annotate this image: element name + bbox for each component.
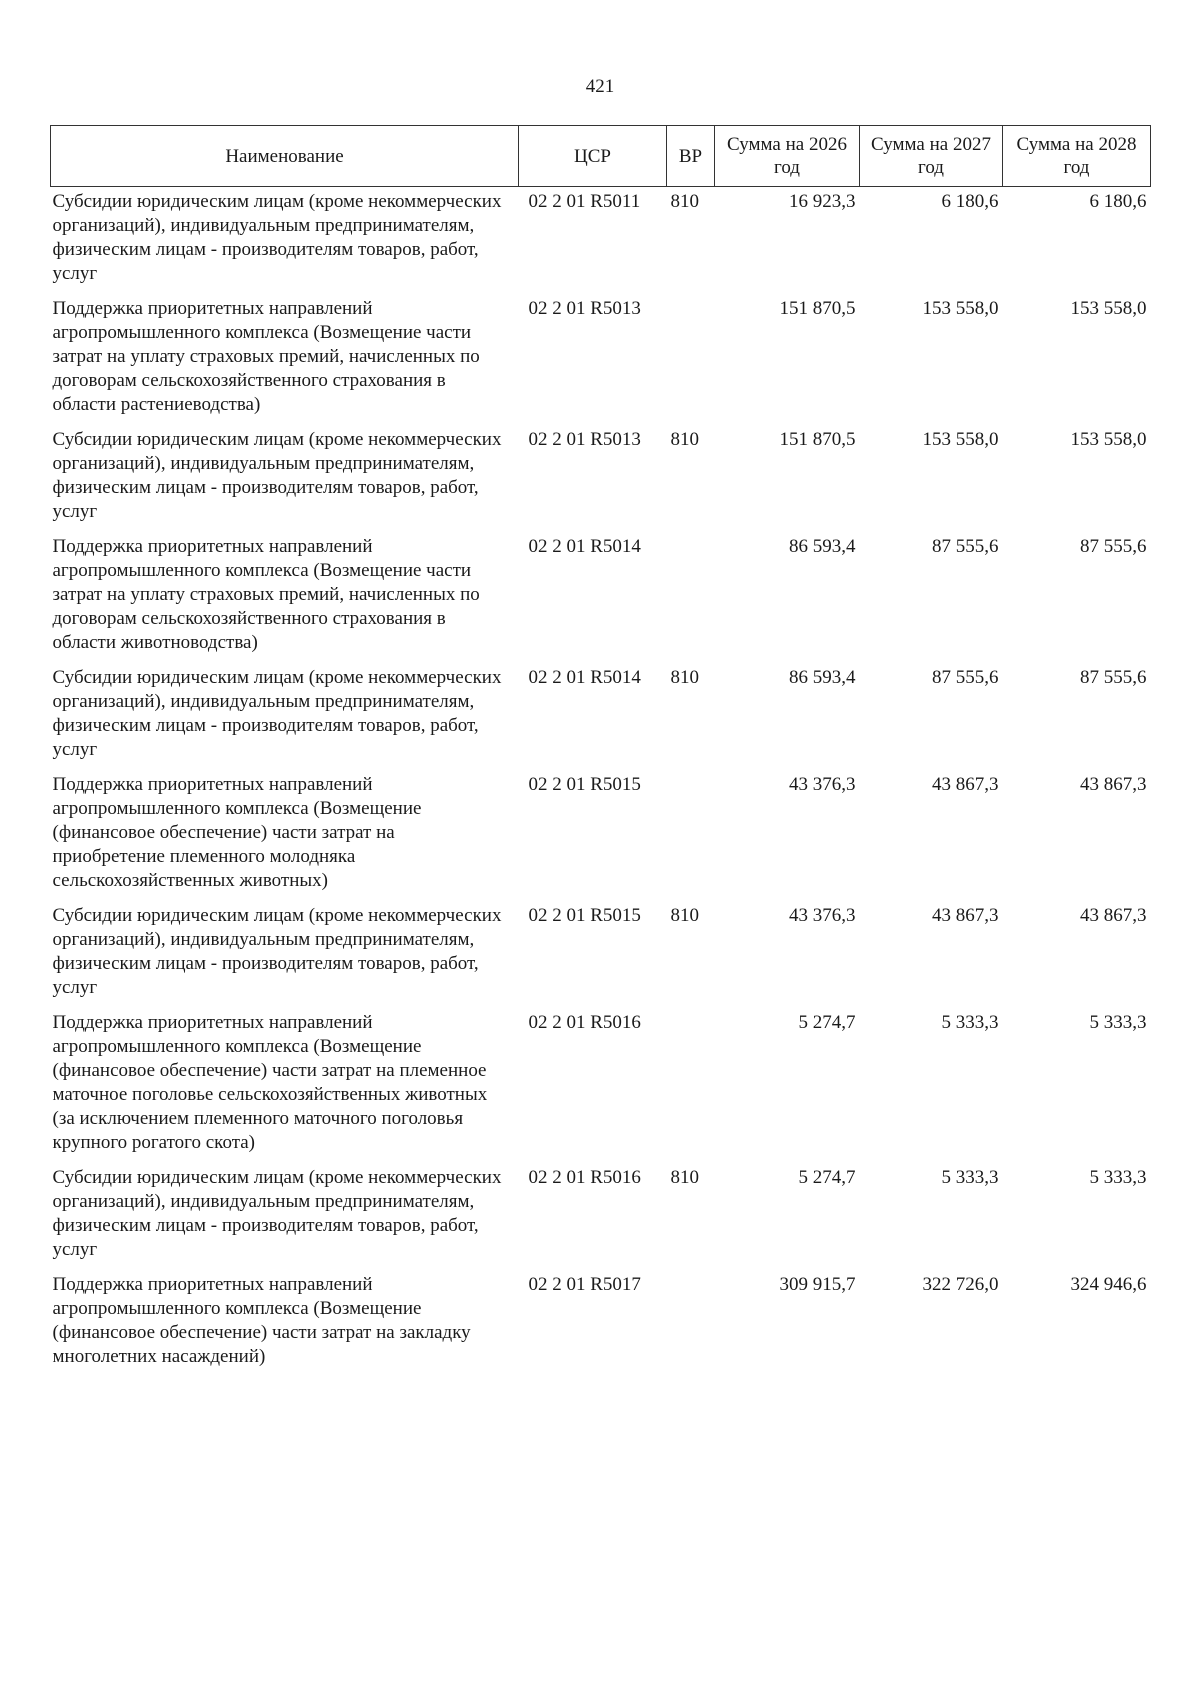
- cell-name: Субсидии юридическим лицам (кроме некоммерческих организаций), индивидуальным предпринимателям, физическим лицам - производителям товаров, работ, услуг: [52, 667, 502, 760]
- cell-sum-2026: 151 870,5: [779, 429, 856, 450]
- cell-sum-2028: 43 867,3: [1080, 905, 1147, 926]
- cell-sum-2027: 322 726,0: [922, 1274, 999, 1295]
- table-row: [51, 1270, 1151, 1377]
- cell-sum-2026: 5 274,7: [798, 1167, 856, 1188]
- cell-sum-2027: 43 867,3: [932, 905, 999, 926]
- table-row: [51, 532, 1151, 663]
- header-name: Наименование: [51, 126, 519, 187]
- cell-sum-2028: 43 867,3: [1080, 774, 1147, 795]
- cell-sum-2027: 87 555,6: [932, 667, 999, 688]
- table-row: [51, 770, 1151, 901]
- cell-vr: 810: [670, 191, 699, 212]
- cell-sum-2027: 87 555,6: [932, 536, 999, 557]
- cell-vr: 810: [670, 667, 699, 688]
- cell-sum-2027: 5 333,3: [941, 1167, 999, 1188]
- cell-csr: 02 2 01 R5017: [528, 1274, 641, 1295]
- cell-vr: [667, 1270, 715, 1377]
- cell-name: Поддержка приоритетных направлений агропромышленного комплекса (Возмещение (финансовое обеспечение) части затрат на племенное маточное поголовье сельскохозяйственных животных (за исключением племенного маточного поголовья крупного рогатого скота): [52, 1012, 488, 1153]
- header-csr: ЦСР: [519, 126, 667, 187]
- table-row: [51, 294, 1151, 425]
- cell-vr: [667, 1008, 715, 1163]
- table-row: [51, 425, 1151, 532]
- cell-name: Субсидии юридическим лицам (кроме некоммерческих организаций), индивидуальным предпринимателям, физическим лицам - производителям товаров, работ, услуг: [52, 905, 502, 998]
- cell-name: Поддержка приоритетных направлений агропромышленного комплекса (Возмещение части затрат на уплату страховых премий, начисленных по договорам сельскохозяйственного страхования в области животноводства): [52, 536, 480, 653]
- cell-name: Субсидии юридическим лицам (кроме некоммерческих организаций), индивидуальным предпринимателям, физическим лицам - производителям товаров, работ, услуг: [52, 191, 502, 284]
- cell-csr: 02 2 01 R5015: [528, 905, 641, 926]
- cell-sum-2027: 6 180,6: [941, 191, 999, 212]
- cell-csr: 02 2 01 R5014: [528, 536, 641, 557]
- cell-sum-2028: 87 555,6: [1080, 667, 1147, 688]
- table-row: [51, 901, 1151, 1008]
- cell-sum-2026: 43 376,3: [789, 774, 856, 795]
- cell-csr: 02 2 01 R5011: [528, 191, 641, 212]
- cell-sum-2028: 153 558,0: [1070, 298, 1147, 319]
- table-header: [51, 126, 1151, 187]
- cell-vr: 810: [670, 905, 699, 926]
- cell-vr: [667, 294, 715, 425]
- cell-vr: [667, 532, 715, 663]
- table-row: [51, 1008, 1151, 1163]
- budget-table: [50, 125, 1151, 1377]
- cell-sum-2026: 151 870,5: [779, 298, 856, 319]
- cell-name: Субсидии юридическим лицам (кроме некоммерческих организаций), индивидуальным предпринимателям, физическим лицам - производителям товаров, работ, услуг: [52, 1167, 502, 1260]
- cell-sum-2027: 5 333,3: [941, 1012, 999, 1033]
- cell-vr: 810: [670, 429, 699, 450]
- cell-sum-2028: 324 946,6: [1070, 1274, 1147, 1295]
- table-row: [51, 1163, 1151, 1270]
- cell-vr: [667, 770, 715, 901]
- cell-sum-2026: 5 274,7: [798, 1012, 856, 1033]
- cell-name: Поддержка приоритетных направлений агропромышленного комплекса (Возмещение (финансовое обеспечение) части затрат на закладку многолетних насаждений): [52, 1274, 471, 1367]
- cell-sum-2027: 43 867,3: [932, 774, 999, 795]
- cell-sum-2028: 5 333,3: [1089, 1012, 1147, 1033]
- cell-csr: 02 2 01 R5015: [528, 774, 641, 795]
- cell-sum-2026: 86 593,4: [789, 536, 856, 557]
- cell-sum-2028: 5 333,3: [1089, 1167, 1147, 1188]
- cell-csr: 02 2 01 R5013: [528, 429, 641, 450]
- cell-sum-2028: 6 180,6: [1089, 191, 1147, 212]
- cell-sum-2026: 16 923,3: [789, 191, 856, 212]
- cell-name: Субсидии юридическим лицам (кроме некоммерческих организаций), индивидуальным предпринимателям, физическим лицам - производителям товаров, работ, услуг: [52, 429, 502, 522]
- cell-csr: 02 2 01 R5016: [528, 1167, 641, 1188]
- cell-sum-2027: 153 558,0: [922, 298, 999, 319]
- cell-sum-2027: 153 558,0: [922, 429, 999, 450]
- header-sum-2027: Сумма на 2027 год: [860, 126, 1003, 187]
- header-sum-2028: Сумма на 2028 год: [1003, 126, 1151, 187]
- cell-csr: 02 2 01 R5016: [528, 1012, 641, 1033]
- table-row: [51, 663, 1151, 770]
- cell-sum-2026: 309 915,7: [779, 1274, 856, 1295]
- cell-csr: 02 2 01 R5014: [528, 667, 641, 688]
- cell-name: Поддержка приоритетных направлений агропромышленного комплекса (Возмещение части затрат на уплату страховых премий, начисленных по договорам сельскохозяйственного страхования в области растениеводства): [52, 298, 480, 415]
- cell-sum-2028: 87 555,6: [1080, 536, 1147, 557]
- header-sum-2026: Сумма на 2026 год: [715, 126, 860, 187]
- table-row: [51, 187, 1151, 295]
- cell-sum-2026: 43 376,3: [789, 905, 856, 926]
- header-vr: ВР: [667, 126, 715, 187]
- cell-vr: 810: [670, 1167, 699, 1188]
- cell-sum-2028: 153 558,0: [1070, 429, 1147, 450]
- page-number: 421: [585, 76, 615, 97]
- table-body: [51, 187, 1151, 1378]
- cell-name: Поддержка приоритетных направлений агропромышленного комплекса (Возмещение (финансовое обеспечение) части затрат на приобретение племенного молодняка сельскохозяйственных животных): [52, 774, 422, 891]
- cell-sum-2026: 86 593,4: [789, 667, 856, 688]
- cell-csr: 02 2 01 R5013: [528, 298, 641, 319]
